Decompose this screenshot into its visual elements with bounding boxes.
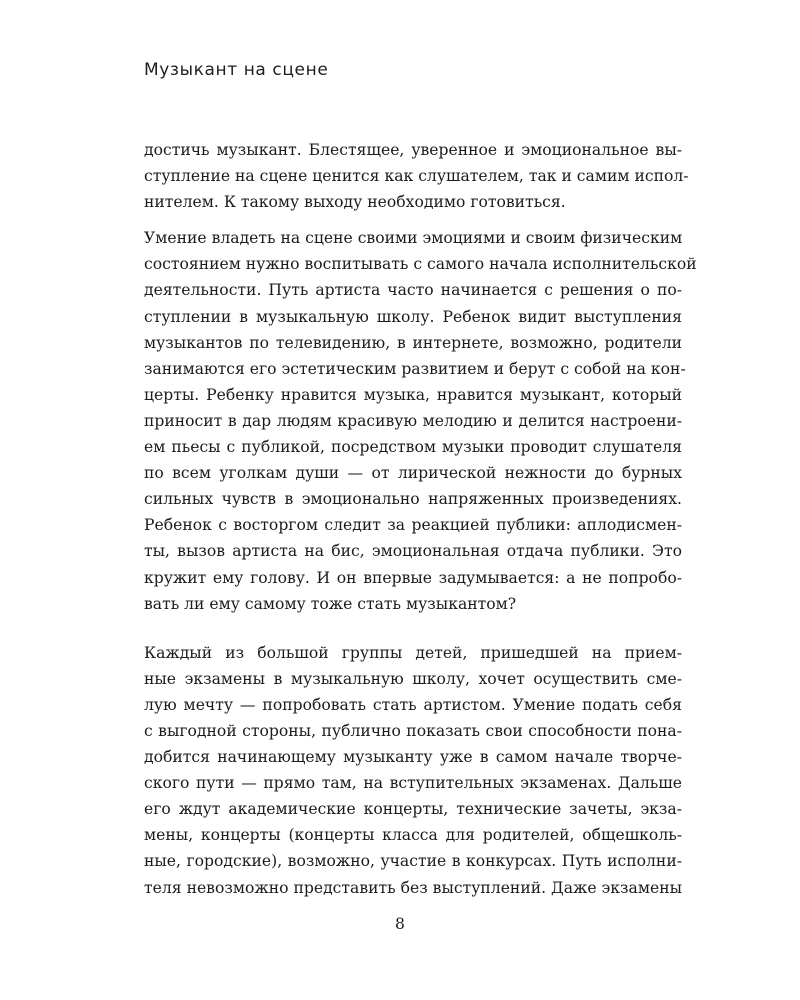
text-line: нителем. К такому выходу необходимо готовиться. xyxy=(144,193,566,212)
paragraph xyxy=(144,640,682,901)
text-line: лую мечту — попробовать стать артистом. Умение подать себя xyxy=(144,695,682,714)
text-line: ные экзамены в музыкальную школу, хочет осуществить сме- xyxy=(144,669,682,688)
text-line: по всем уголкам души — от лирической нежности до бурных xyxy=(144,464,682,483)
text-line: ные, городские), возможно, участие в конкурсах. Путь исполни- xyxy=(144,852,682,871)
text-line: достичь музыкант. Блестящее, уверенное и эмоциональное вы- xyxy=(144,141,682,159)
paragraph-gap xyxy=(144,215,682,225)
text-line: Умение владеть на сцене своими эмоциями и своим физическим xyxy=(144,229,683,248)
text-line: ского пути — прямо там, на вступительных экзаменах. Дальше xyxy=(144,774,682,793)
text-line: добится начинающему музыканту уже в самом начале творче- xyxy=(144,748,682,767)
paragraph xyxy=(144,137,689,215)
text-line: музыкантов по телевидению, в интернете, возможно, родители xyxy=(144,333,682,352)
running-head: Музыкант на сцене xyxy=(144,60,329,80)
text-line: сильных чувств в эмоционально напряженных произведениях. xyxy=(144,490,682,509)
text-line: Каждый из большой группы детей, пришедшей на прием- xyxy=(144,643,682,662)
text-line: ты, вызов артиста на бис, эмоциональная отдача публики. Это xyxy=(144,542,682,561)
page-number: 8 xyxy=(395,915,405,933)
text-line: мены, концерты (концерты класса для родителей, общешколь- xyxy=(144,826,682,845)
paragraph-gap xyxy=(144,617,682,640)
text-line: состоянием нужно воспитывать с самого начала исполнительской xyxy=(144,255,697,274)
text-line: ем пьесы с публикой, посредством музыки проводит слушателя xyxy=(144,438,682,457)
text-line: вать ли ему самому тоже стать музыкантом? xyxy=(144,594,517,613)
text-line: теля невозможно представить без выступлений. Даже экзамены xyxy=(144,878,682,897)
text-line: с выгодной стороны, публично показать свои способности пона- xyxy=(144,721,682,740)
text-line: Ребенок с восторгом следит за реакцией публики: аплодисмен- xyxy=(144,516,682,535)
text-line: ступлении в музыкальную школу. Ребенок видит выступления xyxy=(144,307,682,326)
text-line: его ждут академические концерты, технические зачеты, экза- xyxy=(144,800,682,819)
text-line: ступление на сцене ценится как слушателем, так и самим испол- xyxy=(144,167,689,186)
text-line: приносит в дар людям красивую мелодию и делится настроени- xyxy=(144,411,682,430)
body-text xyxy=(144,137,697,901)
text-line: церты. Ребенку нравится музыка, нравится музыкант, который xyxy=(144,385,682,404)
text-line: деятельности. Путь артиста часто начинается с решения о по- xyxy=(144,281,682,300)
text-line: кружит ему голову. И он впервые задумывается: а не попробо- xyxy=(144,568,682,587)
paragraph xyxy=(144,225,697,616)
text-line: занимаются его эстетическим развитием и берут с собой на кон- xyxy=(144,359,686,378)
